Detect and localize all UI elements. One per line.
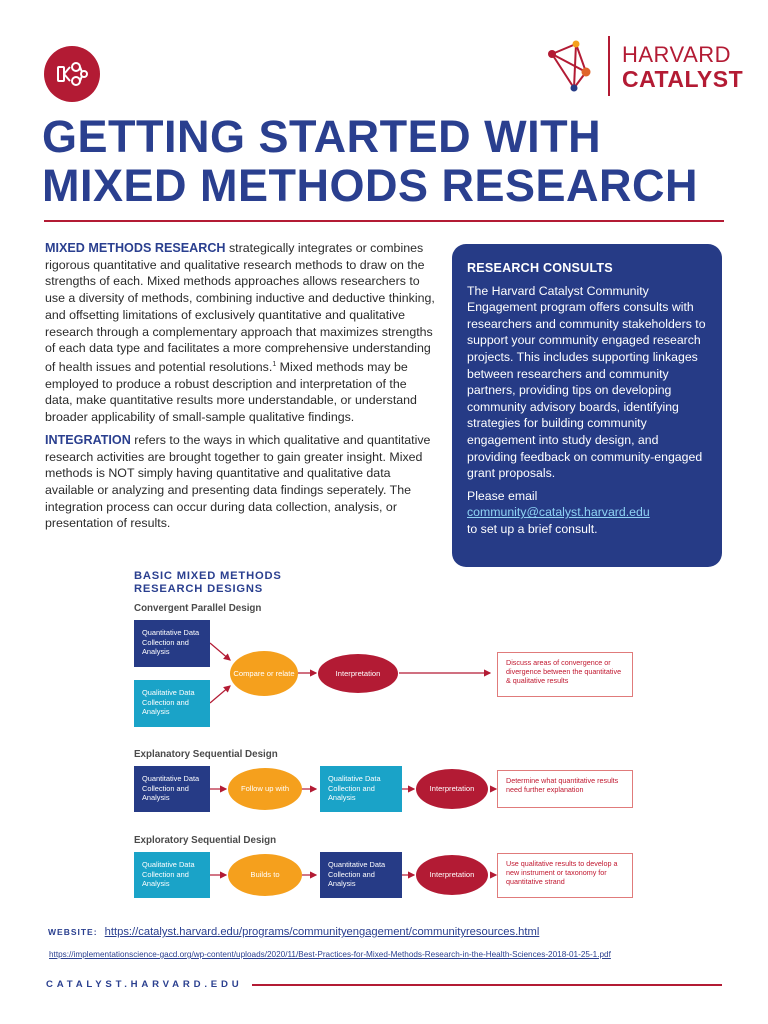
convergent-note: Discuss areas of convergence or divergence between the quantitative & qualitative results [497,652,633,697]
explanatory-interpretation-oval: Interpretation [416,769,488,809]
network-flow-icon [55,59,89,89]
exploratory-note: Use qualitative results to develop a new instrument or taxonomy for quantitative strand [497,853,633,898]
follow-up-oval: Follow up with [228,768,302,810]
harvard-catalyst-logo[interactable] [546,36,744,98]
consults-body: The Harvard Catalyst Community Engagement program offers consults with researchers and community stakeholders to support your community engaged research projects. This includes supporting linkages between researchers and community partners, providing tips on developing community advisory boards, identifying strategies for building community engagement into study design, and providing feedback on community-engaged grant proposals. [467,283,706,481]
footer-domain: CATALYST.HARVARD.EDU [46,979,243,990]
compare-oval: Compare or relate [230,651,298,696]
footnote-marker: 1 [272,360,277,368]
website-link[interactable]: https://catalyst.harvard.edu/programs/communityengagement/communityresources.html [104,926,540,938]
intro-column [45,240,437,538]
email-prompt: Please email [467,488,538,503]
exploratory-first-box: Qualitative Data Collection and Analysis [134,852,210,898]
page-title [42,112,742,210]
reference-line [49,950,611,959]
builds-to-oval: Builds to [228,854,302,896]
title-divider [44,220,724,222]
explanatory-first-box: Quantitative Data Collection and Analysis [134,766,210,812]
exploratory-interpretation-oval: Interpretation [416,855,488,895]
convergent-quant-box: Quantitative Data Collection and Analysis [134,620,210,667]
designs-title-line-2: RESEARCH DESIGNS [134,582,264,595]
logo-divider [608,36,610,96]
integration-lead: INTEGRATION [45,432,131,447]
consult-email-link[interactable]: community@catalyst.harvard.edu [467,505,650,520]
reference-link[interactable]: https://implementationscience-gacd.org/wp-content/uploads/2020/11/Best-Practices-for-Mixed-Methods-Research-in-the-Health-Sciences-2018-01-25-1.pdf [49,950,611,959]
mixed-methods-text-2: Mixed methods may be employed to produce a robust description and interpretation of the data, make quantitative results more understandable, or understand broader applicability of small-sample qualitative findings. [45,360,417,425]
exploratory-second-box: Quantitative Data Collection and Analysis [320,852,402,898]
title-line-2: MIXED METHODS RESEARCH [42,160,699,211]
designs-title-line-1: BASIC MIXED METHODS [134,570,282,582]
title-line-1: GETTING STARTED WITH [42,111,602,162]
mixed-methods-text: strategically integrates or combines rigorous quantitative and qualitative research methods to draw on the strengths of each. Mixed methods approaches allows researchers to use a diversity of methods, combining inductive and deductive thinking, and offsetting limitations of exclusively quantitative and qualitative research through a complementary approach that maximizes strengths of each data type and facilitates a more comprehensive understanding of health issues and potential resolutions. [45,241,435,375]
convergent-interpretation-oval: Interpretation [318,654,398,693]
exploratory-title: Exploratory Sequential Design [134,835,277,846]
integration-paragraph [45,432,437,532]
arrow-qual-to-compare [210,686,230,703]
integration-text: refers to the ways in which qualitative and quantitative research activities are brought together to gain greater insight. Mixed methods is NOT simply having quantitative and qualitative data available or analyzing and presenting data findings seperately. The integration process can occur during data collection, analysis, or presentation of results. [45,432,431,531]
logo-word-catalyst: CATALYST [622,66,744,92]
website-line [48,926,539,938]
catalyst-network-icon [546,40,602,92]
consults-title: RESEARCH CONSULTS [467,261,613,275]
website-label: WEBSITE: [48,927,98,937]
designs-title [134,570,282,596]
convergent-title: Convergent Parallel Design [134,603,262,614]
explanatory-title: Explanatory Sequential Design [134,749,278,760]
arrow-quant-to-compare [210,643,230,660]
program-badge [44,46,100,102]
research-consults-box [452,244,722,567]
explanatory-second-box: Qualitative Data Collection and Analysis [320,766,402,812]
explanatory-note: Determine what quantitative results need further explanation [497,770,633,808]
convergent-qual-box: Qualitative Data Collection and Analysis [134,680,210,727]
mixed-methods-paragraph [45,240,437,426]
footer-divider [252,984,722,986]
logo-word-harvard: HARVARD [622,42,732,67]
mixed-methods-lead: MIXED METHODS RESEARCH [45,241,226,255]
email-suffix: to set up a brief consult. [467,521,598,536]
